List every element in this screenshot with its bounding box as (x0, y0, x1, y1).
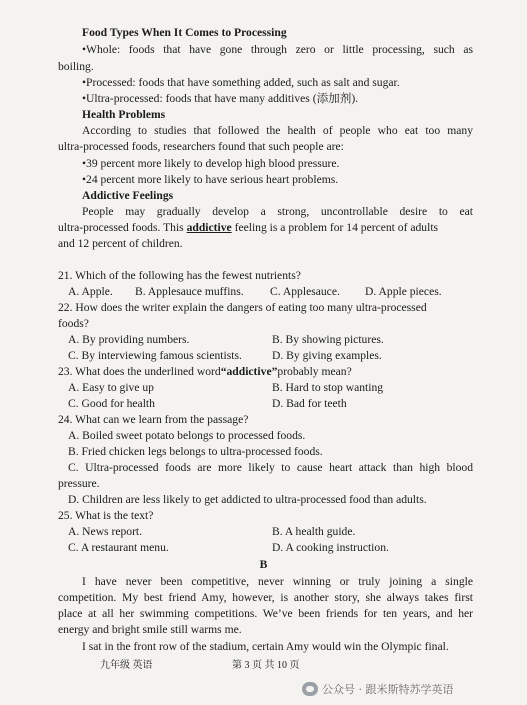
watermark (302, 681, 454, 697)
health-para-line-1: According to studies that followed the health of people who eat too many (82, 124, 473, 137)
health-para-line-2: ultra-processed foods, researchers found that such people are: (58, 140, 344, 153)
addictive-para-post: feeling is a problem for 14 percent of adults (231, 221, 439, 234)
whole-line-1: •Whole: foods that have gone through zero or little processing, such as (82, 43, 473, 56)
section-b-heading: B (259, 558, 268, 571)
heading-health-problems: Health Problems (82, 108, 166, 121)
q25-option-b: B. A health guide. (272, 525, 356, 538)
question-22-line-2: foods? (58, 317, 89, 330)
footer-grade-subject: 九年级 英语 (100, 660, 153, 671)
q21-option-b: B. Applesauce muffins. (135, 285, 244, 298)
watermark-text: 公众号 · 跟米斯特苏学英语 (322, 683, 454, 696)
question-25: 25. What is the text? (58, 509, 154, 522)
q22-option-d: D. By giving examples. (272, 349, 382, 362)
q24-option-c-line-2: pressure. (58, 477, 100, 490)
section-b-para-1-line-2: competition. My best friend Amy, however, is another story, she always takes first (58, 591, 473, 604)
stat-heart-problems: •24 percent more likely to have serious heart problems. (82, 173, 339, 186)
question-21: 21. Which of the following has the fewest nutrients? (58, 269, 301, 282)
q23-option-d: D. Bad for teeth (272, 397, 347, 410)
q22-option-a: A. By providing numbers. (68, 333, 190, 346)
q24-option-a: A. Boiled sweet potato belongs to processed foods. (68, 429, 306, 442)
underlined-word-addictive: addictive (186, 221, 232, 234)
addictive-para-pre: ultra-processed foods. This (58, 221, 187, 234)
q21-option-d: D. Apple pieces. (365, 285, 442, 298)
q25-option-d: D. A cooking instruction. (272, 541, 389, 554)
section-b-para-1-line-4: energy and bright smile still warms me. (58, 623, 242, 636)
stat-blood-pressure: •39 percent more likely to develop high blood pressure. (82, 157, 340, 170)
heading-addictive-feelings: Addictive Feelings (82, 189, 174, 202)
q22-option-c: C. By interviewing famous scientists. (68, 349, 242, 362)
addictive-para-line-2 (58, 221, 438, 235)
q23-option-a: A. Easy to give up (68, 381, 154, 394)
q23-post: probably mean? (277, 365, 352, 378)
q23-option-b: B. Hard to stop wanting (272, 381, 384, 394)
processed-line: •Processed: foods that have something added, such as salt and sugar. (82, 76, 400, 89)
q24-option-c-line-1: C. Ultra-processed foods are more likely to cause heart attack than high blood (68, 461, 473, 474)
whole-line-2: boiling. (58, 60, 94, 73)
section-b-para-2: I sat in the front row of the stadium, certain Amy would win the Olympic final. (82, 640, 449, 653)
q23-quoted-word: “addictive” (220, 365, 278, 378)
question-22-line-1: 22. How does the writer explain the dangers of eating too many ultra-processed (58, 301, 427, 314)
wechat-icon (302, 682, 318, 696)
section-b-para-1-line-1: I have never been competitive, never winning or truly joining a single (82, 575, 473, 588)
question-23 (58, 365, 352, 379)
footer-page-number: 第 3 页 共 10 页 (232, 660, 300, 671)
addictive-para-line-3: and 12 percent of children. (58, 237, 183, 250)
q25-option-c: C. A restaurant menu. (68, 541, 169, 554)
heading-food-types: Food Types When It Comes to Processing (82, 26, 287, 39)
addictive-para-line-1: People may gradually develop a strong, uncontrollable desire to eat (82, 205, 473, 218)
q24-option-b: B. Fried chicken legs belongs to ultra-processed foods. (68, 445, 323, 458)
q21-option-c: C. Applesauce. (270, 285, 340, 298)
q25-option-a: A. News report. (68, 525, 143, 538)
q23-option-c: C. Good for health (68, 397, 155, 410)
ultra-processed-line: •Ultra-processed: foods that have many additives (添加剂). (82, 92, 359, 105)
question-24: 24. What can we learn from the passage? (58, 413, 249, 426)
section-b-para-1-line-3: place at all her swimming competitions. We’ve been friends for ten years, and her (58, 607, 473, 620)
q24-option-d: D. Children are less likely to get addicted to ultra-processed food than adults. (68, 493, 427, 506)
q21-option-a: A. Apple. (68, 285, 113, 298)
q23-pre: 23. What does the underlined word (58, 365, 221, 378)
q22-option-b: B. By showing pictures. (272, 333, 384, 346)
